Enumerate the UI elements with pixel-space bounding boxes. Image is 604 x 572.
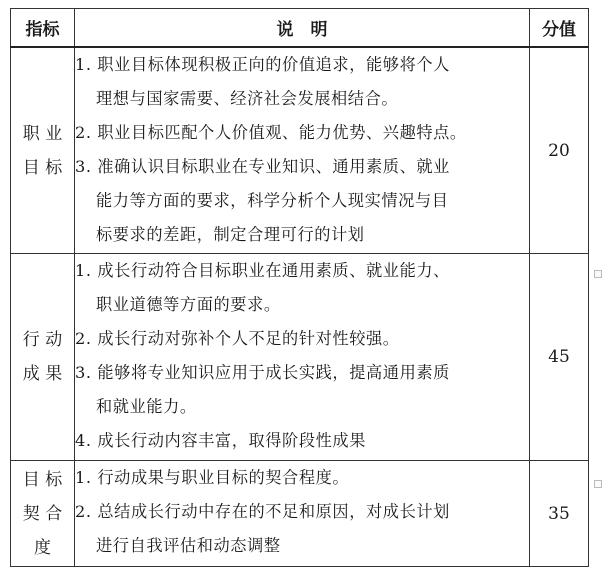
table-resize-handle[interactable] xyxy=(594,480,602,488)
table-row xyxy=(11,461,589,567)
criterion-item xyxy=(75,150,529,252)
criterion-text: 2. 职业目标匹配个人价值观、能力优势、兴趣特点。 xyxy=(75,123,467,142)
criterion-item xyxy=(75,48,529,116)
criterion-text: 3. 准确认识目标职业在专业知识、通用素质、就业 xyxy=(75,157,450,176)
criterion-item xyxy=(75,495,529,563)
criterion-item xyxy=(75,254,529,322)
indicator-line: 行 动 xyxy=(22,330,63,350)
indicator-cell xyxy=(11,254,75,461)
criterion-text: 标要求的差距，制定合理可行的计划 xyxy=(96,225,365,244)
criterion-text: 2. 成长行动对弥补个人不足的针对性较强。 xyxy=(75,329,400,348)
table-resize-handle[interactable] xyxy=(594,270,602,278)
indicator-line: 契 合 xyxy=(22,503,63,524)
criterion-text: 4. 成长行动内容丰富，取得阶段性成果 xyxy=(75,431,366,450)
indicator-line: 职 业 xyxy=(22,123,63,144)
score-cell: 45 xyxy=(530,254,589,461)
scoring-rubric-table xyxy=(10,8,589,567)
criterion-text: 能力等方面的要求，科学分析个人现实情况与目 xyxy=(96,191,449,210)
header-indicator: 指标 xyxy=(11,9,75,48)
table-header-row xyxy=(11,9,589,48)
criterion-item xyxy=(75,322,529,356)
criterion-text: 和就业能力。 xyxy=(96,397,197,416)
criterion-text: 职业道德等方面的要求。 xyxy=(96,295,281,314)
indicator-line: 成 果 xyxy=(22,364,63,384)
description-cell xyxy=(75,47,530,254)
description-cell xyxy=(75,461,530,567)
criterion-text: 2. 总结成长行动中存在的不足和原因，对成长计划 xyxy=(75,502,450,521)
indicator-line: 度 xyxy=(34,537,51,558)
score-cell: 20 xyxy=(530,47,589,254)
header-description: 说 明 xyxy=(75,9,530,48)
indicator-cell xyxy=(11,461,75,567)
criterion-text: 1. 行动成果与职业目标的契合程度。 xyxy=(75,468,350,487)
criterion-text: 3. 能够将专业知识应用于成长实践，提高通用素质 xyxy=(75,363,450,382)
table-row xyxy=(11,254,589,461)
indicator-line: 目 标 xyxy=(22,469,63,490)
criterion-item xyxy=(75,424,529,458)
criterion-text: 1. 成长行动符合目标职业在通用素质、就业能力、 xyxy=(75,261,450,280)
description-cell xyxy=(75,254,530,461)
criterion-text: 理想与国家需要、经济社会发展相结合。 xyxy=(96,89,399,108)
table-row xyxy=(11,47,589,254)
indicator-cell xyxy=(11,47,75,254)
criterion-item xyxy=(75,356,529,424)
criterion-text: 1. 职业目标体现积极正向的价值追求，能够将个人 xyxy=(75,55,450,74)
score-cell: 35 xyxy=(530,461,589,567)
criterion-text: 进行自我评估和动态调整 xyxy=(96,536,281,555)
criterion-item xyxy=(75,116,529,150)
criterion-item xyxy=(75,461,529,495)
indicator-line: 目 标 xyxy=(22,157,63,178)
header-score: 分值 xyxy=(530,9,589,48)
